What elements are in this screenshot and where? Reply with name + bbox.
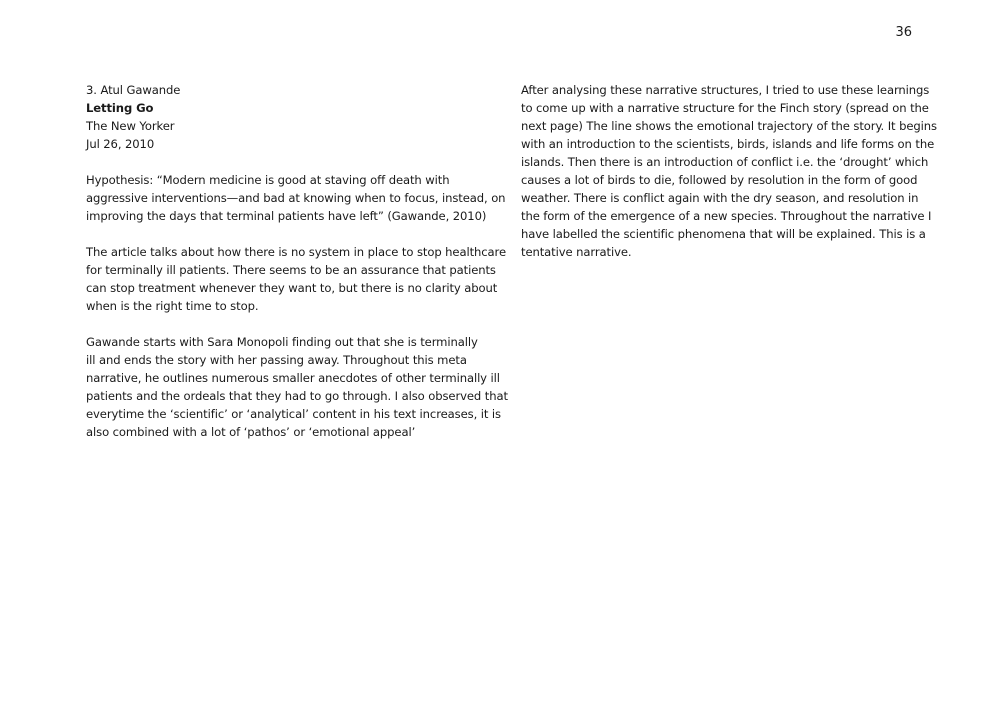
source-date: Jul 26, 2010 bbox=[86, 137, 155, 151]
text-line: After analysing these narrative structures, I tried to use these learnings bbox=[521, 83, 930, 97]
text-line: islands. Then there is an introduction of conflict i.e. the ‘drought’ which bbox=[521, 155, 929, 169]
text-line: when is the right time to stop. bbox=[86, 299, 259, 313]
text-line: everytime the ‘scientific’ or ‘analytical’ content in his text increases, it is bbox=[86, 407, 501, 421]
text-line: for terminally ill patients. There seems to be an assurance that patients bbox=[86, 263, 496, 277]
page-number: 36 bbox=[895, 25, 912, 40]
right-column bbox=[521, 81, 937, 261]
text-line: improving the days that terminal patients have left” (Gawande, 2010) bbox=[86, 209, 487, 223]
article-summary-paragraph bbox=[86, 243, 506, 315]
source-citation bbox=[86, 81, 478, 153]
text-line: Gawande starts with Sara Monopoli finding out that she is terminally bbox=[86, 335, 478, 349]
text-line: tentative narrative. bbox=[521, 245, 632, 259]
text-line: have labelled the scientific phenomena that will be explained. This is a bbox=[521, 227, 926, 241]
narrative-observation-paragraph bbox=[86, 333, 508, 441]
text-line: causes a lot of birds to die, followed by resolution in the form of good bbox=[521, 173, 918, 187]
source-title: Letting Go bbox=[86, 101, 154, 115]
text-line: The article talks about how there is no system in place to stop healthcare bbox=[86, 245, 506, 259]
text-line: Hypothesis: “Modern medicine is good at staving off death with bbox=[86, 173, 450, 187]
text-line: to come up with a narrative structure for the Finch story (spread on the bbox=[521, 101, 929, 115]
left-column bbox=[86, 81, 508, 441]
text-line: also combined with a lot of ‘pathos’ or ‘emotional appeal’ bbox=[86, 425, 416, 439]
text-line: weather. There is conflict again with the dry season, and resolution in bbox=[521, 191, 919, 205]
text-line: narrative, he outlines numerous smaller anecdotes of other terminally ill bbox=[86, 371, 500, 385]
text-line: can stop treatment whenever they want to, but there is no clarity about bbox=[86, 281, 498, 295]
text-line: ill and ends the story with her passing away. Throughout this meta bbox=[86, 353, 467, 367]
hypothesis-paragraph bbox=[86, 171, 506, 225]
text-line: the form of the emergence of a new species. Throughout the narrative I bbox=[521, 209, 932, 223]
text-line: with an introduction to the scientists, birds, islands and life forms on the bbox=[521, 137, 935, 151]
source-number-author: 3. Atul Gawande bbox=[86, 83, 181, 97]
text-line: patients and the ordeals that they had to go through. I also observed that bbox=[86, 389, 508, 403]
source-publication: The New Yorker bbox=[86, 119, 175, 133]
text-line: aggressive interventions—and bad at knowing when to focus, instead, on bbox=[86, 191, 506, 205]
finch-narrative-paragraph bbox=[521, 81, 937, 261]
text-line: next page) The line shows the emotional trajectory of the story. It begins bbox=[521, 119, 937, 133]
